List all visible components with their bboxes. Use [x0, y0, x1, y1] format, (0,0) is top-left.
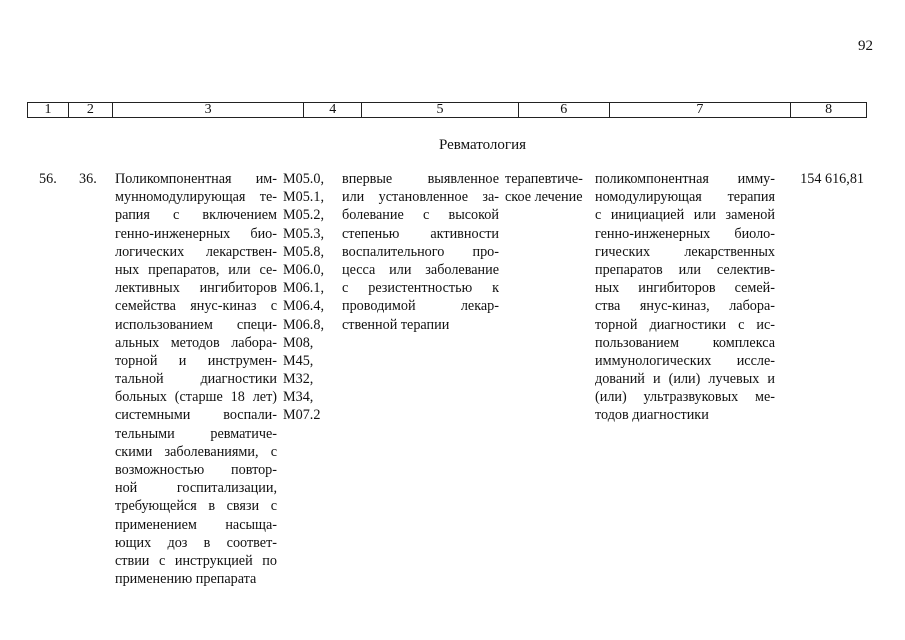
- text-line: ственной терапии: [342, 316, 450, 333]
- column-number-header: [27, 102, 867, 118]
- text-line: дований и (или) лучевых и: [595, 371, 775, 388]
- text-line: тальной диагностики: [115, 371, 277, 388]
- treatment-method: [595, 170, 775, 425]
- icd-codes: [283, 170, 337, 425]
- text-line: пользованием комплекса: [595, 334, 775, 351]
- text-line: логических лекарствен-: [115, 243, 277, 260]
- group-number: 36.: [79, 171, 97, 187]
- text-line: M34,: [283, 389, 314, 406]
- text-line: M07.2: [283, 407, 321, 424]
- text-line: ных препаратов, или се-: [115, 261, 277, 278]
- text-line: терапевтиче-: [505, 171, 583, 187]
- treatment-type: [505, 170, 592, 206]
- text-line: проводимой лекар-: [342, 298, 499, 315]
- text-line: генно-инженерных биоло-: [595, 225, 775, 242]
- text-line: с резистентностью к: [342, 280, 499, 297]
- text-line: рапия с включением: [115, 207, 277, 224]
- text-line: M05.2,: [283, 207, 324, 224]
- patient-model: [342, 170, 499, 334]
- text-line: M06.0,: [283, 261, 324, 278]
- treatment-description: [115, 170, 277, 588]
- text-line: скими заболеваниями, с: [115, 443, 277, 460]
- text-line: альных методов лабора-: [115, 334, 277, 351]
- header-cell-2: 2: [69, 103, 113, 117]
- text-line: Поликомпонентная им-: [115, 171, 277, 187]
- text-line: болевание с высокой: [342, 207, 499, 224]
- text-line: M32,: [283, 371, 314, 388]
- text-line: M05.0,: [283, 171, 324, 187]
- text-line: требующейся в связи с: [115, 498, 277, 515]
- text-line: M05.8,: [283, 243, 324, 260]
- text-line: M06.4,: [283, 298, 324, 315]
- text-line: M45,: [283, 352, 314, 369]
- text-line: ных ингибиторов семей-: [595, 280, 775, 297]
- text-line: номодулирующая терапия: [595, 189, 775, 206]
- text-line: степенью активности: [342, 225, 499, 242]
- text-line: M05.1,: [283, 189, 324, 206]
- section-title: Ревматология: [438, 137, 526, 153]
- text-line: воспалительного про-: [342, 243, 499, 260]
- text-line: торной и инструмен-: [115, 352, 277, 369]
- text-line: тодов диагностики: [595, 407, 709, 424]
- row-number: 56.: [39, 171, 57, 187]
- text-line: M05.3,: [283, 225, 324, 242]
- text-line: торной диагностики с ис-: [595, 316, 775, 333]
- text-line: впервые выявленное: [342, 171, 499, 187]
- text-line: ское лечение: [505, 189, 583, 206]
- text-line: семейства янус-киназ с: [115, 298, 277, 315]
- header-cell-8: 8: [825, 102, 833, 117]
- page-number: 92: [858, 38, 873, 54]
- text-line: с инициацией или заменой: [595, 207, 775, 224]
- text-line: ющих доз в соответ-: [115, 534, 277, 551]
- text-line: генно-инженерных био-: [115, 225, 277, 242]
- text-line: применением насыща-: [115, 516, 277, 533]
- text-line: ствии с инструкцией по: [115, 552, 277, 569]
- text-line: гических лекарственных: [595, 243, 775, 260]
- header-cell-7: 7: [610, 103, 792, 117]
- text-line: M08,: [283, 334, 314, 351]
- header-cell-3: 3: [113, 103, 305, 117]
- text-line: M06.1,: [283, 280, 324, 297]
- cost-value: 154 616,81: [800, 171, 864, 187]
- text-line: M06.8,: [283, 316, 324, 333]
- header-cell-5: 5: [362, 103, 519, 117]
- text-line: возможностью повтор-: [115, 462, 277, 478]
- text-line: иммунологических иссле-: [595, 352, 775, 369]
- text-line: использованием специ-: [115, 316, 277, 333]
- text-line: ства янус-киназ, лабора-: [595, 298, 775, 315]
- text-line: лективных ингибиторов: [115, 280, 277, 297]
- text-line: (или) ультразвуковых ме-: [595, 389, 775, 406]
- text-line: мунномодулирующая те-: [115, 189, 277, 206]
- text-line: больных (старше 18 лет): [115, 389, 277, 406]
- text-line: цесса или заболевание: [342, 261, 499, 278]
- header-cell-4: 4: [304, 103, 362, 117]
- text-line: применению препарата: [115, 571, 257, 588]
- text-line: тельными ревматиче-: [115, 425, 277, 442]
- header-cell-6: 6: [519, 103, 610, 117]
- text-line: препаратов или селектив-: [595, 261, 775, 278]
- header-cell-1: 1: [28, 103, 69, 117]
- text-line: системными воспали-: [115, 407, 277, 424]
- text-line: или установленное за-: [342, 189, 499, 206]
- text-line: ной госпитализации,: [115, 480, 277, 497]
- text-line: поликомпонентная иммy-: [595, 171, 775, 187]
